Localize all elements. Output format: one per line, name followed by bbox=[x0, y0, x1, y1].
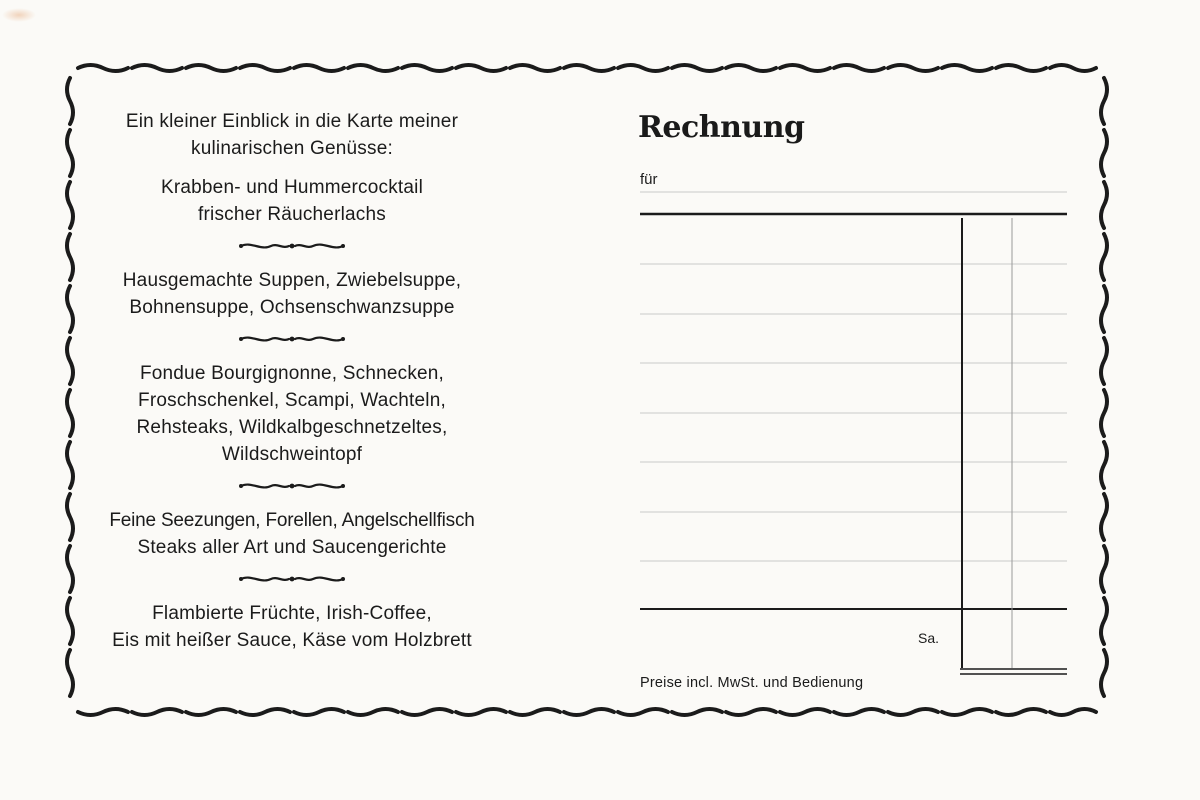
menu-panel bbox=[72, 108, 512, 666]
menu-line: Hausgemachte Suppen, Zwiebelsuppe, bbox=[122, 270, 462, 291]
menu-intro-line: kulinarischen Genüsse: bbox=[191, 138, 393, 159]
price-note: Preise incl. MwSt. und Bedienung bbox=[640, 675, 864, 691]
bill-for-label: für bbox=[640, 171, 658, 188]
flourish-ornament-icon bbox=[237, 333, 347, 345]
menu-intro bbox=[72, 108, 512, 162]
menu-line: Fondue Bourgignonne, Schnecken, bbox=[139, 363, 445, 384]
menu-section-soups bbox=[72, 267, 512, 321]
menu-section-mains bbox=[72, 360, 512, 468]
menu-line: Feine Seezungen, Forellen, Angelschellfisch bbox=[109, 510, 475, 531]
menu-line: Rehsteaks, Wildkalbgeschnetzeltes, bbox=[136, 417, 448, 438]
flourish-ornament-icon bbox=[237, 240, 347, 252]
menu-section-starters bbox=[72, 174, 512, 228]
bill-title: Rechnung bbox=[638, 110, 805, 145]
menu-line: Krabben- und Hummercocktail bbox=[160, 177, 423, 198]
menu-intro-line: Ein kleiner Einblick in die Karte meiner bbox=[125, 111, 459, 132]
menu-section-desserts bbox=[72, 600, 512, 654]
menu-line: Wildschweintopf bbox=[221, 444, 363, 465]
sum-label: Sa. bbox=[918, 630, 940, 646]
menu-line: Flambierte Früchte, Irish-Coffee, bbox=[152, 603, 432, 624]
menu-section-fish bbox=[72, 507, 512, 561]
menu-line: Steaks aller Art und Saucengerichte bbox=[137, 537, 447, 558]
flourish-ornament-icon bbox=[237, 573, 347, 585]
menu-line: Eis mit heißer Sauce, Käse vom Holzbrett bbox=[112, 630, 472, 651]
menu-line: Froschschenkel, Scampi, Wachteln, bbox=[138, 390, 446, 411]
menu-line: Bohnensuppe, Ochsenschwanzsuppe bbox=[129, 297, 455, 318]
menu-line: frischer Räucherlachs bbox=[198, 204, 386, 225]
flourish-ornament-icon bbox=[237, 480, 347, 492]
